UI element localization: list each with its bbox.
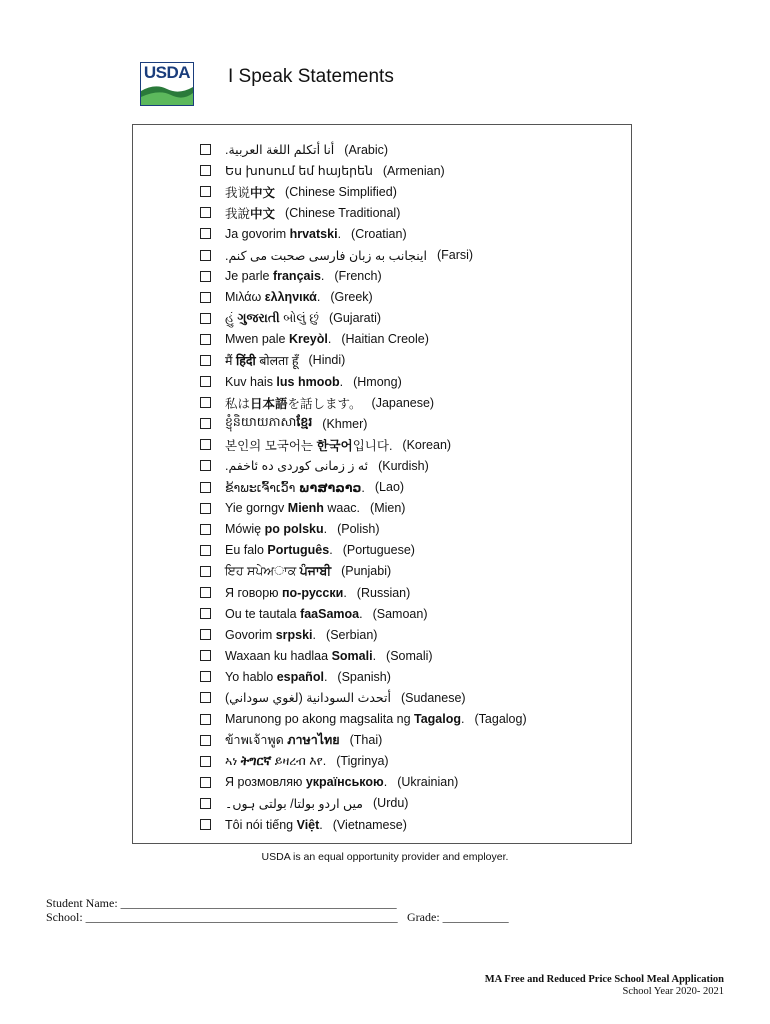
language-label: (Portuguese) [342, 543, 415, 558]
language-checkbox[interactable] [200, 144, 211, 155]
language-checkbox[interactable] [200, 165, 211, 176]
native-statement: 我說中文 [225, 206, 276, 221]
equal-opportunity-note: USDA is an equal opportunity provider and employer. [261, 851, 509, 863]
school-field[interactable]: School: ____________________________________________________ [46, 910, 398, 924]
language-checkbox[interactable] [200, 692, 211, 703]
language-item [200, 202, 527, 223]
native-statement: Eu falo Português. [225, 543, 333, 558]
language-checkbox[interactable] [200, 714, 211, 725]
language-item [200, 350, 527, 371]
language-checkbox[interactable] [200, 439, 211, 450]
native-statement: Я розмовляю українською. [225, 775, 388, 790]
language-label: (Khmer) [322, 416, 368, 431]
language-item [200, 519, 527, 540]
native-statement: Govorim srpski. [225, 627, 317, 642]
language-checkbox[interactable] [200, 292, 211, 303]
language-label: (Punjabi) [341, 564, 392, 579]
native-statement: Я говорю по-русски. [225, 585, 347, 600]
native-statement: Ես խոսում եմ հայերեն [225, 164, 373, 179]
language-label: (Lao) [374, 480, 405, 495]
language-item [200, 709, 527, 730]
language-item [200, 371, 527, 392]
language-item [200, 540, 527, 561]
native-statement: Mwen pale Kreyòl. [225, 332, 332, 347]
native-statement: Tôi nói tiếng Việt. [225, 817, 323, 832]
language-checkbox[interactable] [200, 250, 211, 261]
language-item [200, 181, 527, 202]
native-statement: Waxaan ku hadlaa Somali. [225, 648, 377, 663]
language-label: (Chinese Simplified) [285, 184, 397, 199]
native-statement: Mówię po polsku. [225, 522, 328, 537]
language-checkbox[interactable] [200, 524, 211, 535]
language-item [200, 645, 527, 666]
native-statement: Ja govorim hrvatski. [225, 226, 342, 241]
native-statement: Ou te tautala faaSamoa. [225, 606, 363, 621]
language-checkbox[interactable] [200, 503, 211, 514]
language-checkbox[interactable] [200, 376, 211, 387]
language-label: (Japanese) [371, 395, 435, 410]
language-item [200, 139, 527, 160]
language-item [200, 582, 527, 603]
language-label: (Kurdish) [378, 458, 429, 473]
language-item [200, 730, 527, 751]
language-label: (Armenian) [382, 163, 445, 178]
language-label: (Thai) [349, 733, 383, 748]
native-statement: Kuv hais lus hmoob. [225, 374, 344, 389]
language-checkbox[interactable] [200, 460, 211, 471]
language-item [200, 160, 527, 181]
language-item [200, 434, 527, 455]
language-item [200, 329, 527, 350]
language-label: (Polish) [337, 522, 380, 537]
language-label: (Samoan) [372, 606, 428, 621]
school-year: School Year 2020- 2021 [622, 986, 724, 997]
language-label: (Hmong) [353, 374, 402, 389]
usda-logo [140, 62, 194, 106]
language-checkbox[interactable] [200, 355, 211, 366]
language-item [200, 687, 527, 708]
language-label: (Croatian) [351, 226, 407, 241]
language-item [200, 498, 527, 519]
native-statement: أنا أتكلم اللغة العربية. [225, 143, 335, 158]
language-label: (Spanish) [337, 669, 391, 684]
native-statement: أتحدث السودانية (لغوي سوداني) [225, 691, 391, 706]
logo-hills-icon [141, 81, 193, 105]
language-list [200, 139, 527, 835]
language-item [200, 477, 527, 498]
language-item [200, 666, 527, 687]
native-statement: 我说中文 [225, 185, 276, 200]
language-checkbox[interactable] [200, 566, 211, 577]
language-item [200, 624, 527, 645]
language-label: (Farsi) [436, 248, 474, 263]
language-item [200, 266, 527, 287]
language-label: (Tigrinya) [336, 754, 389, 769]
language-label: (Mien) [370, 501, 406, 516]
language-label: (Sudanese) [400, 690, 466, 705]
language-label: (Arabic) [344, 142, 389, 157]
language-checkbox[interactable] [200, 418, 211, 429]
language-label: (Gujarati) [328, 311, 382, 326]
language-checkbox[interactable] [200, 819, 211, 830]
native-statement: 私は日本語を話します。 [225, 396, 362, 411]
native-statement: ខ្ញុំនិយាយភាសាខ្មែរ [225, 414, 313, 429]
native-statement: اینجانب به زبان فارسی صحبت می کنم. [225, 248, 427, 263]
language-item [200, 603, 527, 624]
logo-text: USDA [143, 63, 191, 82]
language-label: (Korean) [402, 437, 452, 452]
language-checkbox[interactable] [200, 313, 211, 324]
language-checkbox[interactable] [200, 608, 211, 619]
language-label: (French) [334, 269, 382, 284]
language-checkbox[interactable] [200, 334, 211, 345]
native-statement: 본인의 모국어는 한국어입니다. [225, 438, 393, 453]
language-checkbox[interactable] [200, 545, 211, 556]
language-label: (Chinese Traditional) [285, 205, 401, 220]
language-label: (Somali) [386, 648, 433, 663]
language-checkbox[interactable] [200, 186, 211, 197]
language-item [200, 455, 527, 476]
native-statement: ຂ້າພະເຈົ້າເວົ້າ ພາສາລາວ. [225, 480, 365, 495]
language-item [200, 413, 527, 434]
native-statement: ਇਹ ਸਪੇਅਾਕ ਪੰਜਾਬੀ [225, 563, 332, 578]
native-statement: Yo hablo español. [225, 669, 328, 684]
language-label: (Haitian Creole) [341, 332, 429, 347]
language-label: (Hindi) [308, 353, 346, 368]
native-statement: ข้าพเจ้าพูด ภาษาไทย [225, 733, 340, 748]
language-item [200, 561, 527, 582]
native-statement: मैं हिंदी बोलता हूँ [225, 353, 299, 368]
language-item [200, 223, 527, 244]
language-item [200, 392, 527, 413]
language-checkbox[interactable] [200, 798, 211, 809]
language-checkbox[interactable] [200, 735, 211, 746]
native-statement: میں اردو بولتا/ بولتی ہوں۔ [225, 796, 364, 811]
language-label: (Vietnamese) [332, 817, 407, 832]
language-item [200, 244, 527, 265]
native-statement: ئه ز زمانی کوردی ده ئاخفم. [225, 459, 369, 474]
language-checkbox[interactable] [200, 756, 211, 767]
language-item [200, 308, 527, 329]
student-name-field[interactable]: Student Name: ______________________________________________ [46, 896, 397, 910]
language-item [200, 772, 527, 793]
language-label: (Serbian) [326, 627, 378, 642]
language-checkbox[interactable] [200, 397, 211, 408]
language-checkbox[interactable] [200, 207, 211, 218]
language-checkbox[interactable] [200, 587, 211, 598]
language-checkbox[interactable] [200, 228, 211, 239]
language-label: (Greek) [330, 290, 373, 305]
language-checkbox[interactable] [200, 671, 211, 682]
native-statement: Marunong po akong magsalita ng Tagalog. [225, 712, 465, 727]
language-checkbox[interactable] [200, 650, 211, 661]
language-label: (Ukrainian) [397, 775, 459, 790]
language-checkbox[interactable] [200, 777, 211, 788]
language-item [200, 793, 527, 814]
language-item [200, 751, 527, 772]
native-statement: Μιλάω ελληνικά. [225, 290, 321, 305]
language-checkbox[interactable] [200, 482, 211, 493]
language-item [200, 814, 527, 835]
page-title: I Speak Statements [228, 66, 394, 87]
language-label: (Tagalog) [474, 712, 527, 727]
native-statement: ኣነ ትግርኛ ይዛረብ እየ. [225, 753, 327, 768]
grade-field[interactable]: Grade: ___________ [407, 910, 509, 924]
application-title: MA Free and Reduced Price School Meal Application [484, 974, 724, 985]
language-label: (Urdu) [373, 796, 409, 811]
native-statement: Je parle français. [225, 269, 325, 284]
language-checkbox[interactable] [200, 271, 211, 282]
native-statement: Yie gorngv Mienh waac. [225, 501, 361, 516]
language-label: (Russian) [356, 585, 411, 600]
language-item [200, 287, 527, 308]
language-checkbox[interactable] [200, 629, 211, 640]
native-statement: હું ગુજરાતી બોલું છું [225, 310, 319, 325]
